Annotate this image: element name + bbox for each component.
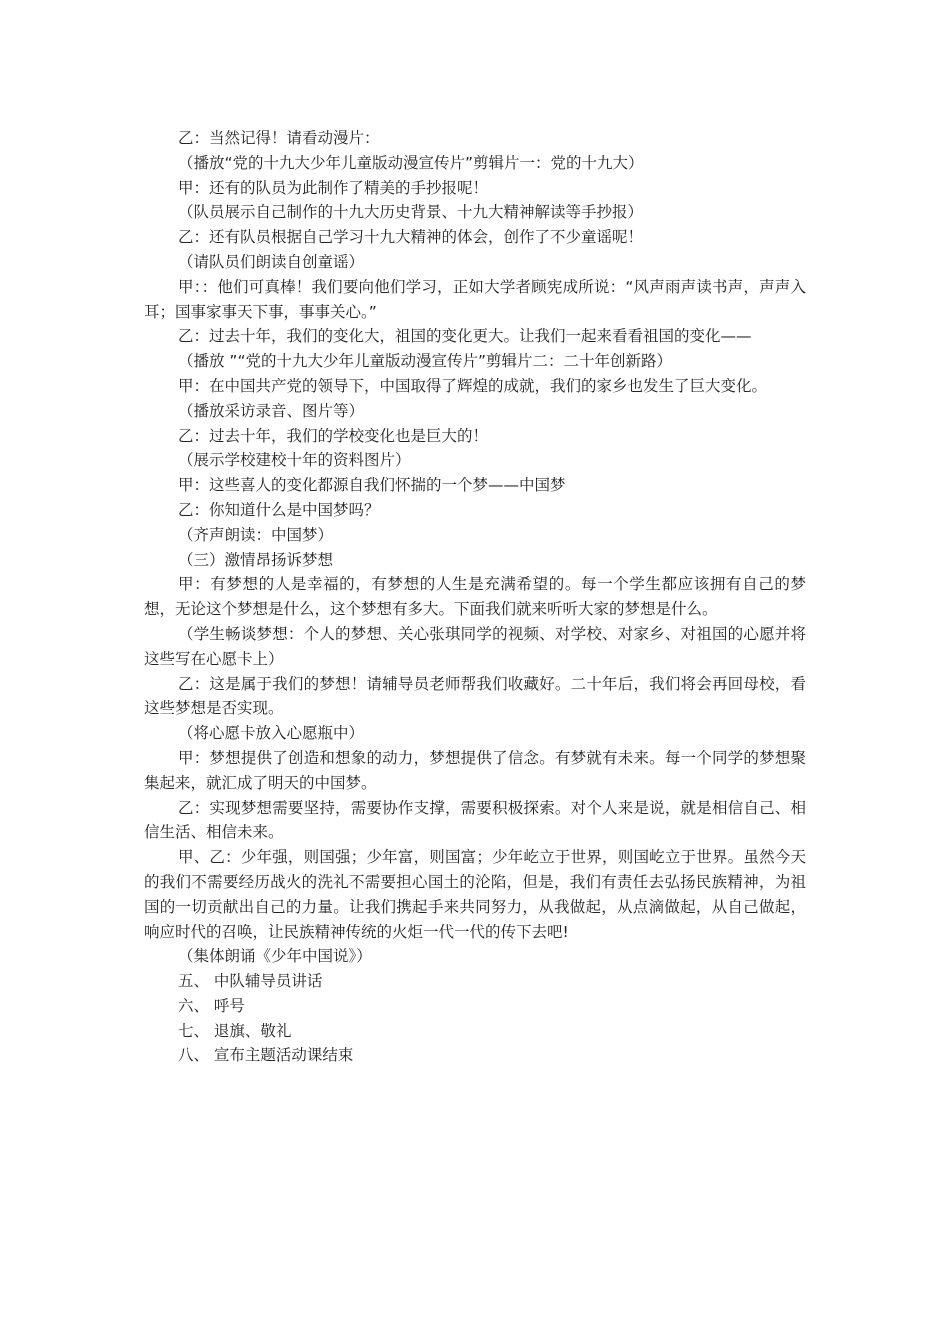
paragraph: 乙：你知道什么是中国梦吗？ (178, 500, 380, 519)
paragraph: （学生畅谈梦想：个人的梦想、关心张琪同学的视频、对学校、对家乡、对祖国的心愿并将这些写在心愿卡上） (144, 624, 806, 668)
section-heading: 六、 呼号 (178, 996, 245, 1015)
paragraph: （播放“党的十九大少年儿童版动漫宣传片”剪辑片一：党的十九大） (178, 153, 644, 172)
document-body (144, 126, 806, 1068)
paragraph: （展示学校建校十年的资料图片） (178, 451, 411, 470)
paragraph: 乙：过去十年，我们的变化大，祖国的变化更大。让我们一起来看看祖国的变化—— (178, 327, 752, 346)
paragraph: （播放采访录音、图片等） (178, 401, 365, 420)
paragraph: 乙：这是属于我们的梦想！请辅导员老师帮我们收藏好。二十年后，我们将会再回母校，看这些梦想是否实现。 (144, 674, 806, 718)
paragraph: 乙：过去十年，我们的学校变化也是巨大的！ (178, 426, 489, 445)
paragraph: （齐声朗读：中国梦） (178, 525, 334, 544)
paragraph: 甲：梦想提供了创造和想象的动力，梦想提供了信念。有梦就有未来。每一个同学的梦想聚集起来，就汇成了明天的中国梦。 (144, 748, 806, 792)
paragraph: 甲：还有的队员为此制作了精美的手抄报呢！ (178, 178, 489, 197)
section-heading: 七、 退旗、敬礼 (178, 1021, 292, 1040)
paragraph: （集体朗诵《少年中国说》） (178, 947, 372, 966)
paragraph: 甲：这些喜人的变化都源自我们怀揣的一个梦——中国梦 (178, 476, 566, 495)
paragraph: 甲：有梦想的人是幸福的，有梦想的人生是充满希望的。每一个学生都应该拥有自己的梦想，无论这个梦想是什么，这个梦想有多大。下面我们就来听听大家的梦想是什么。 (144, 575, 806, 619)
paragraph: 乙：还有队员根据自己学习十九大精神的体会，创作了不少童谣呢！ (178, 228, 644, 247)
paragraph: 甲、乙：少年强，则国强；少年富，则国富；少年屹立于世界，则国屹立于世界。虽然今天的我们不需要经历战火的洗礼不需要担心国土的沦陷，但是，我们有责任去弘扬民族精神，为祖国的一切贡献出自己的力量。让我们携起手来共同努力，从我做起，从点滴做起，从自己做起，响应时代的召唤，让民族精神传统的火炬一代一代的传下去吧! (144, 848, 806, 941)
paragraph: （播放 ”“党的十九大少年儿童版动漫宣传片”剪辑片二：二十年创新路） (178, 352, 673, 371)
paragraph: 甲：：他们可真棒！我们要向他们学习，正如大学者顾宪成所说：“风声雨声读书声，声声入耳；国事家事天下事，事事关心。” (144, 277, 806, 321)
section-heading: 八、 宣布主题活动课结束 (178, 1046, 354, 1065)
paragraph: （将心愿卡放入心愿瓶中） (178, 724, 365, 743)
section-heading: （三）激情昂扬诉梦想 (178, 550, 334, 569)
paragraph: 乙：当然记得！请看动漫片： (178, 129, 380, 147)
paragraph: 甲：在中国共产党的领导下，中国取得了辉煌的成就，我们的家乡也发生了巨大变化。 (178, 376, 768, 395)
paragraph: （请队员们朗读自创童谣） (178, 252, 365, 271)
paragraph: 乙：实现梦想需要坚持，需要协作支撑，需要积极探索。对个人来是说，就是相信自己、相信生活、相信未来。 (144, 798, 806, 842)
section-heading: 五、 中队辅导员讲话 (178, 972, 323, 991)
paragraph: （队员展示自己制作的十九大历史背景、十九大精神解读等手抄报） (178, 203, 644, 222)
